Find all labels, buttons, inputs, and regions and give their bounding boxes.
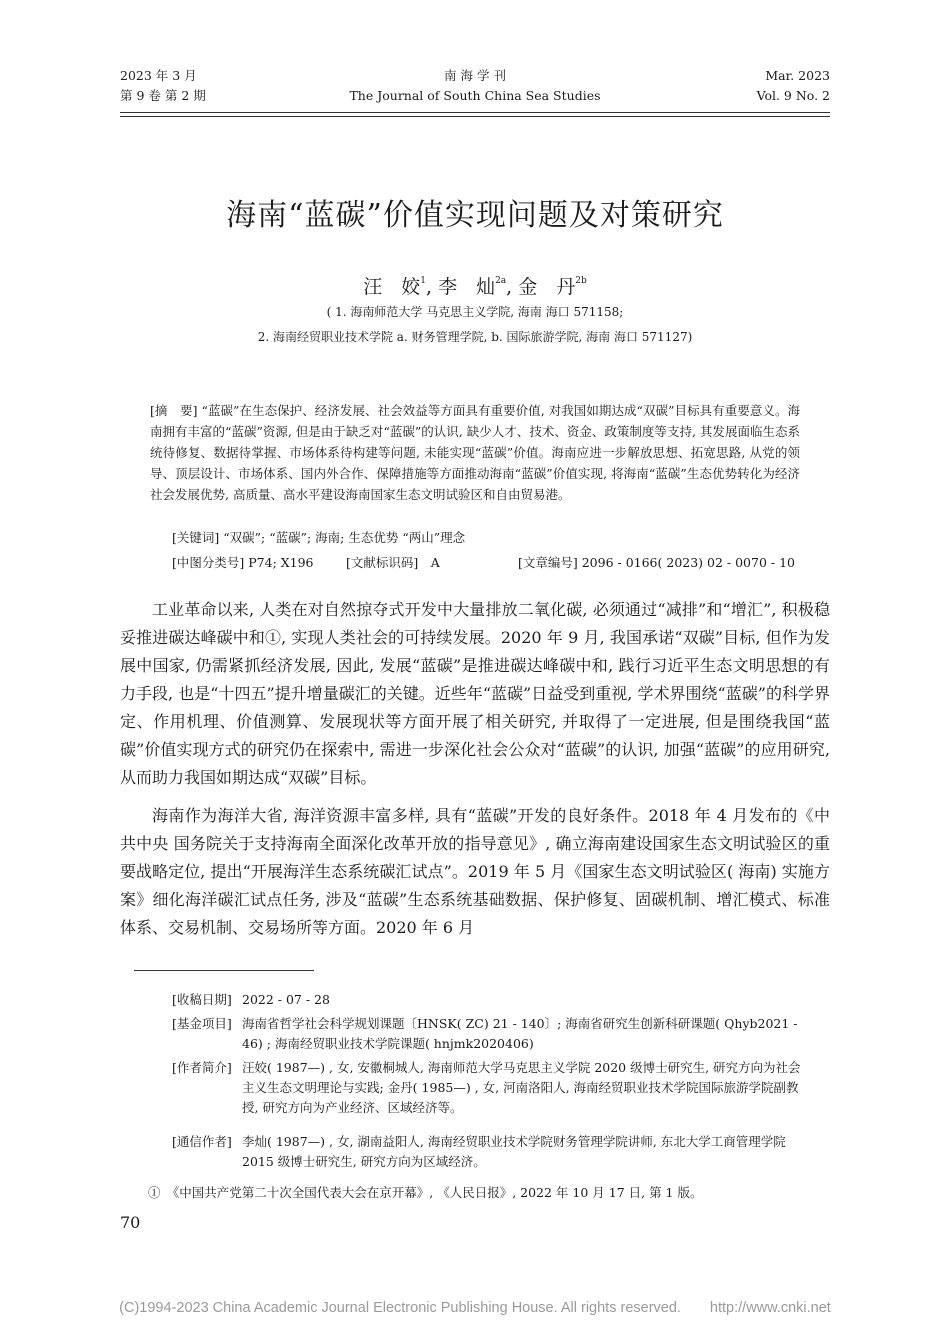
- author-name: 金 丹: [518, 276, 576, 298]
- body-text: [120, 596, 830, 942]
- header-date: 2023 年 3 月: [120, 68, 197, 83]
- corresponding-author: [172, 1132, 802, 1172]
- fund-project: [172, 1014, 802, 1054]
- document-code: [文献标识码] A: [345, 555, 440, 570]
- body-paragraph: 海南作为海洋大省, 海洋资源丰富多样, 具有“蓝碳”开发的良好条件。2018 年 4 月发布的《中共中央 国务院关于支持海南全面深化改革开放的指导意见》, 确立海南建设国家生态文明试验区的重要战略定位, 提出“开展海洋生态系统碳汇试点”。2019 年 5 月《国家生态文明试验区( 海南) 实施方案》细化海洋碳汇试点任务, 涉及“蓝碳”生态系统基础数据、保护修复、固碳机制、增汇模式、标准体系、交易机制、交易场所等方面。2020 年 6 月: [120, 806, 830, 937]
- copyright-watermark: (C)1994-2023 China Academic Journal Electronic Publishing House. All rights reserved. http://www.cnki.net: [119, 1300, 831, 1316]
- received-value: 2022 - 07 - 28: [242, 992, 330, 1007]
- corresponding-label: [通信作者]: [172, 1134, 232, 1149]
- affiliation-line: 2. 海南经贸职业技术学院 a. 财务管理学院, b. 国际旅游学院, 海南 海口 571127): [257, 330, 693, 344]
- abstract-text: “蓝碳”在生态保护、经济发展、社会效益等方面具有重要价值, 对我国如期达成“双碳”目标具有重要意义。海南拥有丰富的“蓝碳”资源, 但是由于缺乏对“蓝碳”的认识, 缺少人才、技术、资金、政策制度等支持, 其发展面临生态系统待修复、数据待掌握、市场体系待构建等问题, 未能实现“蓝碳”价值。海南应进一步解放思想、拓宽思路, 从党的领导、顶层设计、市场体系、国内外合作、保障措施等方面推动海南“蓝碳”价值实现, 将海南“蓝碳”生态优势转化为经济社会发展优势, 高质量、高水平建设海南国家生态文明试验区和自由贸易港。: [150, 403, 800, 502]
- running-header: [120, 66, 830, 106]
- fund-value: 海南省哲学社会科学规划课题〔HNSK( ZC) 21 - 140〕; 海南省研究生创新科研课题( Qhyb2021 - 46) ; 海南经贸职业技术学院课题( hnjmk2020406): [242, 1016, 798, 1051]
- journal-name-en: The Journal of South China Sea Studies: [349, 88, 601, 103]
- keywords: [172, 528, 465, 546]
- received-label: [收稿日期]: [172, 992, 232, 1007]
- header-rule-thin: [120, 116, 830, 117]
- article-number: [文章编号] 2096 - 0166( 2023) 02 - 0070 - 10: [517, 555, 795, 570]
- abstract-label: [摘 要]: [150, 403, 198, 418]
- paper-title: 海南“蓝碳”价值实现问题及对策研究: [226, 198, 724, 233]
- author-affiliation-mark: 1: [420, 276, 426, 286]
- header-rule: [120, 112, 830, 113]
- author-bio: [172, 1058, 802, 1118]
- keywords-label: [关键词]: [172, 530, 220, 545]
- author-list: 汪 姣$^1$, 李 灿$^{2a}$, 金 丹$^{2b}$: [363, 276, 587, 298]
- footnote-rule: [134, 970, 314, 971]
- classification-line: [172, 553, 800, 571]
- author-bio-value: 汪姣( 1987—) , 女, 安徽桐城人, 海南师范大学马克思主义学院 2020 级博士研究生, 研究方向为社会主义生态文明理论与实践; 金丹( 1985—) , 女, 河南洛阳人, 海南经贸职业技术学院国际旅游学院副教授, 研究方向为产业经济、区域经济等。: [242, 1060, 801, 1115]
- affiliation-line: ( 1. 海南师范大学 马克思主义学院, 海南 海口 571158;: [326, 305, 624, 319]
- header-volume: 第 9 卷 第 2 期: [120, 88, 206, 103]
- abstract: [150, 400, 800, 505]
- header-journal: [120, 66, 830, 106]
- journal-name-cn: 南 海 学 刊: [444, 68, 506, 83]
- header-volume-en: Vol. 9 No. 2: [756, 88, 830, 103]
- author-name: 李 灿: [438, 276, 496, 298]
- fund-label: [基金项目]: [172, 1016, 232, 1031]
- header-date-volume-en: [757, 66, 830, 106]
- author-bio-label: [作者简介]: [172, 1060, 232, 1075]
- corresponding-value: 李灿( 1987—) , 女, 湖南益阳人, 海南经贸职业技术学院财务管理学院讲师, 东北大学工商管理学院 2015 级博士研究生, 研究方向为区域经济。: [242, 1134, 786, 1169]
- body-paragraph: 工业革命以来, 人类在对自然掠夺式开发中大量排放二氧化碳, 必须通过“减排”和“增汇”, 积极稳妥推进碳达峰碳中和①, 实现人类社会的可持续发展。2020 年 9 月, 我国承诺“双碳”目标, 但作为发展中国家, 仍需紧抓经济发展, 因此, 发展“蓝碳”是推进碳达峰碳中和, 践行习近平生态文明思想的有力手段, 也是“十四五”提升增量碳汇的关键。近些年“蓝碳”日益受到重视, 学术界围绕“蓝碳”的科学界定、作用机理、价值测算、发展现状等方面开展了相关研究, 并取得了一定进展, 但是围绕我国“蓝碳”价值实现方式的研究仍在探索中, 需进一步深化社会公众对“蓝碳”的认识, 加强“蓝碳”的应用研究, 从而助力我国如期达成“双碳”目标。: [120, 600, 830, 787]
- received-date: [172, 990, 802, 1010]
- author-affiliation-mark: 2a: [495, 276, 507, 286]
- footnote: ① 《中国共产党第二十次全国代表大会在京开幕》, 《人民日报》, 2022 年 10 月 17 日, 第 1 版。: [148, 1185, 703, 1200]
- clc-code: [中图分类号] P74; X196: [172, 555, 314, 570]
- author-affiliation-mark: 2b: [575, 276, 587, 286]
- keywords-text: “双碳”; “蓝碳”; 海南; 生态优势 “两山”理念: [223, 530, 466, 545]
- header-date-en: Mar. 2023: [765, 68, 830, 83]
- author-name: 汪 姣: [363, 276, 421, 298]
- page-number: 70: [120, 1213, 141, 1232]
